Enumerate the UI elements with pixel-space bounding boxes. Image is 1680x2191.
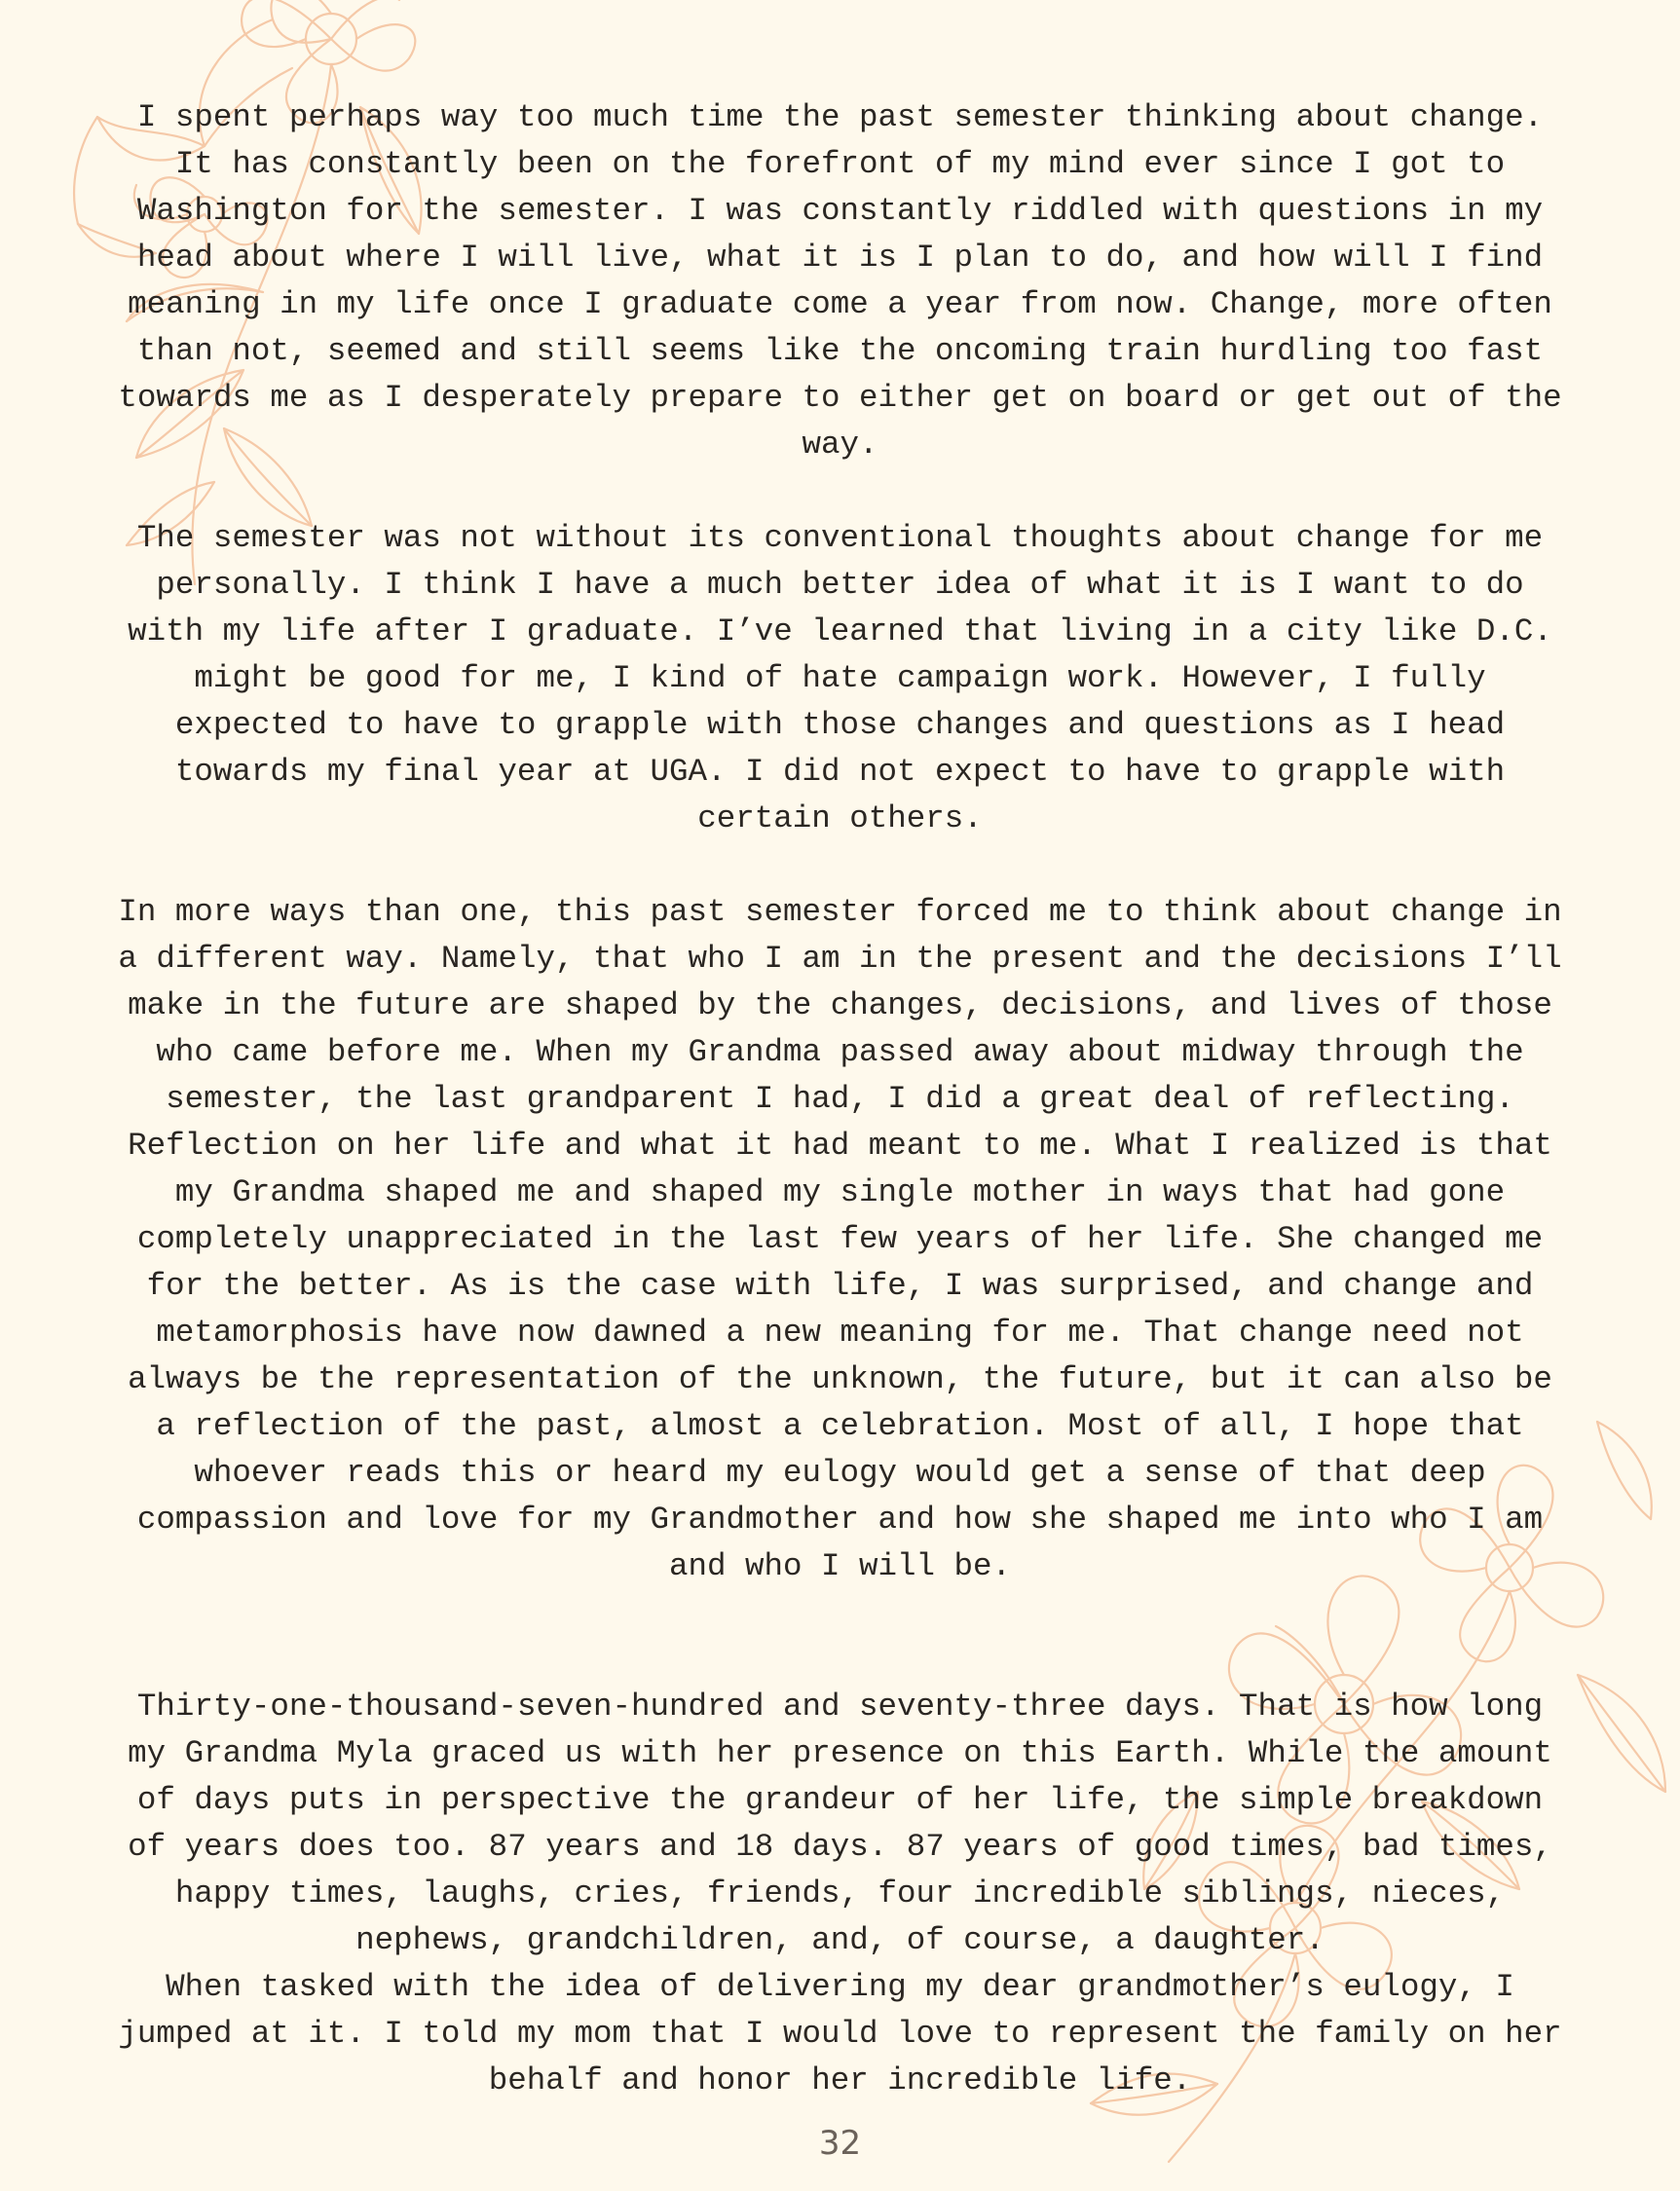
page-number: 32 (818, 2124, 862, 2163)
paragraph-grandma-reflection: In more ways than one, this past semester forced me to think about change in a different way. Namely, that who I am in the present and the decisions I’ll make in the future are shaped by the changes, decisions, and lives of those who came before me. When my Grandma passed away about midway through the semester, the last grandparent I had, I did a great deal of reflecting. Reflection on her life and what it had meant to me. What I realized is that my Grandma shaped me and shaped my single mother in ways that had gone completely unappreciated in the last few years of her life. She changed me for the better. As is the case with life, I was surprised, and change and metamorphosis have now dawned a new meaning for me. That change need not always be the representation of the unknown, the future, but it can also be a reflection of the past, almost a celebration. Most of all, I hope that whoever reads this or heard my eulogy would get a sense of that deep compassion and love for my Grandmother and how she shaped me into who I am and who I will be. (118, 894, 1562, 1584)
paragraph-change-reflection: I spent perhaps way too much time the past semester thinking about change. It has constantly been on the forefront of my mind ever since I got to Washington for the semester. I was constantly riddled with questions in my head about where I will live, what it is I plan to do, and how will I find meaning in my life once I graduate come a year from now. Change, more often than not, seemed and still seems like the oncoming train hurdling too fast towards me as I desperately prepare to either get on board or get out of the way. (118, 99, 1562, 463)
paragraph-eulogy-task: When tasked with the idea of delivering my dear grandmother’s eulogy, I jumped at it. I told my mom that I would love to represent the family on her behalf and honor her incredible life. (118, 1969, 1562, 2098)
paragraph-semester-thoughts: The semester was not without its conventional thoughts about change for me personally. I think I have a much better idea of what it is I want to do with my life after I graduate. I’ve learned that living in a city like D.C. might be good for me, I kind of hate campaign work. However, I fully expected to have to grapple with those changes and questions as I head towards my final year at UGA. I did not expect to have to grapple with certain others. (128, 520, 1552, 836)
essay-body (78, 94, 1602, 2104)
paragraph-eulogy-opening: Thirty-one-thousand-seven-hundred and seventy-three days. That is how long my Grandma Myla graced us with her presence on this Earth. While the amount of days puts in perspective the grandeur of her life, the simple breakdown of years does too. 87 years and 18 days. 87 years of good times, bad times, happy times, laughs, cries, friends, four incredible siblings, nieces, nephews, grandchildren, and, of course, a daughter. (128, 1689, 1552, 1958)
